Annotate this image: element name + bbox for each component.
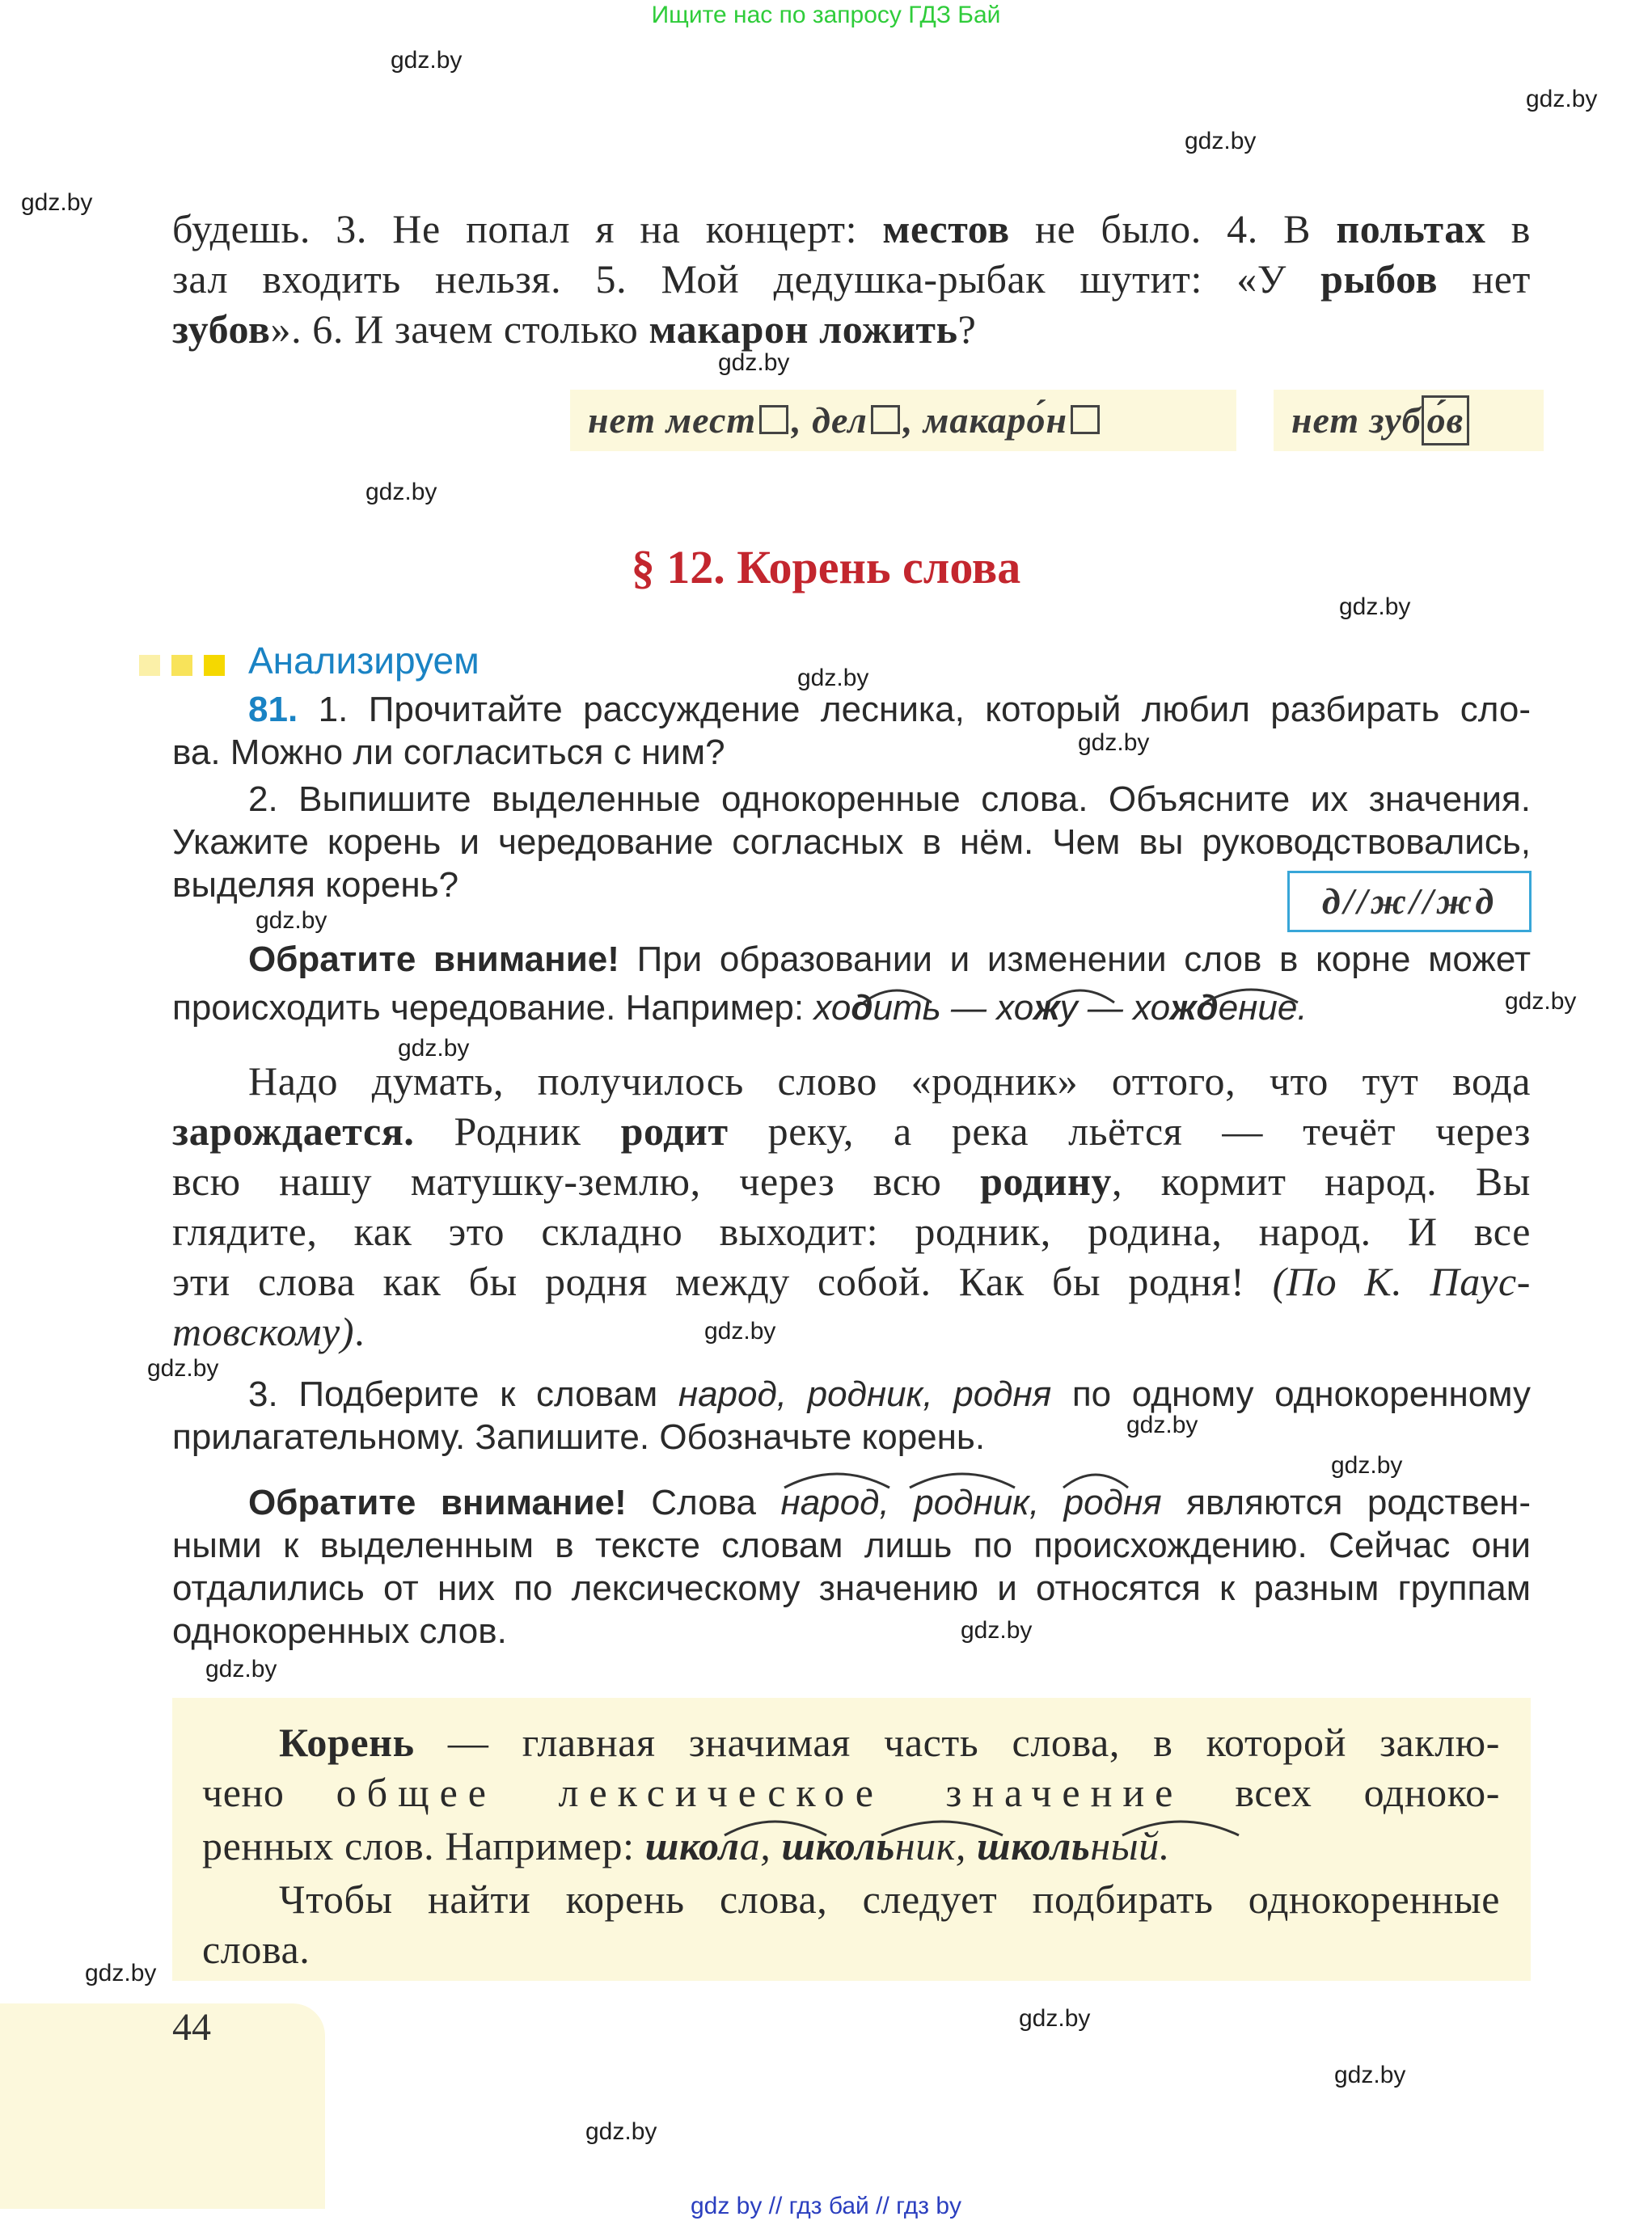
watermark: gdz.by — [256, 907, 327, 934]
empty-ending-icon — [1071, 405, 1100, 434]
watermark: gdz.by — [1019, 2005, 1091, 2032]
watermark: gdz.by — [718, 349, 790, 376]
exercise-text: Укажите корень и чередование согласных в нём. Чем вы руководствовались, — [172, 822, 1531, 862]
section-label: Анализируем — [248, 640, 480, 682]
rule-text: Корень — главная значимая часть слова, в которой заклю- — [279, 1720, 1500, 1765]
watermark: gdz.by — [1185, 128, 1257, 154]
watermark: gdz.by — [1078, 729, 1150, 756]
section-heading: § 12. Корень слова — [631, 541, 1021, 593]
watermark: gdz.by — [1126, 1412, 1198, 1438]
watermark: gdz.by — [391, 47, 463, 74]
exercise-text: ва. Можно ли согласиться с ним? — [172, 733, 725, 772]
page-corner — [0, 2003, 325, 2209]
note-text: отдалились от них по лексическому значению и относятся к разным группам — [172, 1568, 1531, 1608]
story-text: глядите, как это складно выходит: родник, родина, народ. И все — [172, 1209, 1531, 1254]
note-text: происходить чередование. Например: ходить — хожу — хождение. — [172, 988, 1308, 1028]
watermark: gdz.by — [1334, 2062, 1406, 2088]
watermark: gdz.by — [21, 189, 93, 216]
square-icon — [171, 655, 192, 676]
page-number: 44 — [172, 2006, 211, 2049]
hint-box: нет зуб о́в — [1274, 390, 1544, 451]
watermark: gdz.by — [147, 1355, 219, 1382]
text-line: зал входить нельзя. 5. Мой дедушка-рыбак шутит: «У рыбов нет — [172, 256, 1531, 302]
watermark: gdz.by — [961, 1617, 1033, 1644]
alternation-box: д//ж//жд — [1287, 871, 1532, 932]
story-text: Надо думать, получилось слово «родник» оттого, что тут вода — [248, 1058, 1531, 1104]
rule-text: ренных слов. Например: школа, школьник, школьный. — [202, 1823, 1170, 1868]
exercise-number: 81. — [248, 690, 298, 729]
note-text: однокоренных слов. — [172, 1611, 507, 1651]
watermark: gdz.by — [205, 1656, 277, 1682]
watermark: gdz.by — [1339, 593, 1411, 620]
watermark: gdz.by — [85, 1960, 157, 1986]
exercise-text: выделяя корень? — [172, 865, 459, 905]
rule-text: слова. — [202, 1927, 311, 1972]
story-text: всю нашу матушку-землю, через всю родину, кормит народ. Вы — [172, 1159, 1531, 1204]
story-text: товскому). — [172, 1309, 365, 1354]
task-text: 3. Подберите к словам народ, родник, родня по одному однокоренному — [248, 1374, 1532, 1414]
story-text: эти слова как бы родня между собой. Как бы родня! (По К. Паус- — [172, 1259, 1531, 1304]
watermark: gdz.by — [585, 2118, 657, 2145]
rule-text: чено общее лексическое значение всех одноко- — [202, 1770, 1500, 1815]
task-text: прилагательному. Запишите. Обозначьте корень. — [172, 1417, 986, 1457]
exercise-text: 2. Выпишите выделенные однокоренные слова. Объясните их значения. — [248, 779, 1531, 819]
watermark: gdz.by — [398, 1035, 470, 1062]
watermark: gdz.by — [1526, 86, 1598, 112]
note-text: Обратите внимание! Слова народ, родник, родня являются родствен- — [248, 1483, 1532, 1522]
note-text: ными к выделенным в тексте словам лишь по происхождению. Сейчас они — [172, 1526, 1531, 1565]
rule-text: Чтобы найти корень слова, следует подбирать однокоренные — [279, 1877, 1500, 1922]
square-icon — [204, 655, 225, 676]
watermark: gdz.by — [1331, 1452, 1403, 1479]
footer-links: gdz by // гдз бай // гдз by — [690, 2193, 962, 2219]
story-text: зарождается. Родник родит реку, а река льётся — течёт через — [172, 1108, 1531, 1154]
watermark: gdz.by — [1505, 988, 1577, 1015]
exercise-text: 81. 1. Прочитайте рассуждение лесника, который любил разбирать сло- — [248, 690, 1531, 729]
note-text: Обратите внимание! При образовании и изменении слов в корне может — [248, 939, 1531, 979]
empty-ending-icon — [871, 405, 900, 434]
empty-ending-icon — [759, 405, 788, 434]
watermark: gdz.by — [365, 479, 437, 505]
hint-box: нет мест , дел , макаро́н — [570, 390, 1236, 451]
watermark: gdz.by — [797, 665, 869, 691]
top-note: Ищите нас по запросу ГДЗ Бай — [651, 2, 1001, 28]
watermark: gdz.by — [704, 1318, 776, 1345]
ending-box: о́в — [1422, 395, 1470, 445]
text-line: зубов». 6. И зачем столько макарон ложить? — [172, 306, 977, 352]
text-line: будешь. 3. Не попал я на концерт: местов не было. 4. В польтах в — [172, 206, 1531, 251]
square-icon — [139, 655, 160, 676]
